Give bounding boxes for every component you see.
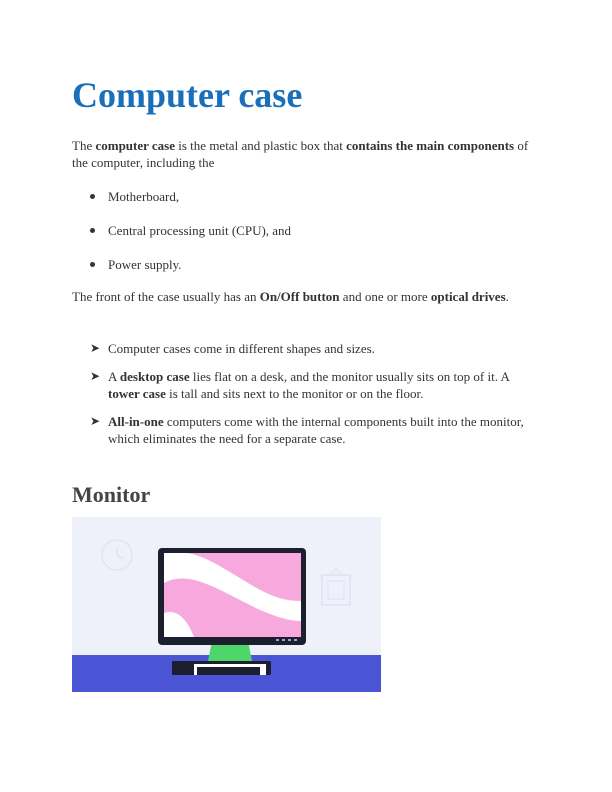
note-bold: tower case [108,386,166,401]
note-text: computers come with the internal components built into the monitor, which eliminates the need for a separate case. [108,414,524,446]
bullet-icon [90,228,95,233]
intro-text-1: The [72,138,96,153]
front-bold-2: optical drives [430,289,506,304]
front-text-2: and one or more [339,289,431,304]
bullet-icon [90,194,95,199]
list-item [72,256,542,273]
list-item-text: Motherboard, [108,189,180,204]
section-heading-monitor: Monitor [72,482,151,507]
bullet-icon [90,262,95,267]
intro-text-2: is the metal and plastic box that [175,138,347,153]
note-text: Computer cases come in different shapes and sizes. [108,341,375,356]
arrow-bullet-icon: ➤ [90,369,101,383]
notes-list [72,340,542,447]
list-item [72,222,542,239]
list-item [72,188,542,205]
list-item-text: Power supply. [108,257,182,272]
front-text-1: The front of the case usually has an [72,289,260,304]
list-item [72,340,542,357]
components-list [72,188,542,273]
note-text: A [108,369,120,384]
list-item [72,368,542,402]
arrow-bullet-icon: ➤ [90,414,101,428]
front-bold-1: On/Off button [259,289,340,304]
front-paragraph [72,288,542,305]
note-text: is tall and sits next to the monitor or on the floor. [165,386,424,401]
note-bold: All-in-one [108,414,164,429]
intro-bold-2: contains the main components [346,138,515,153]
list-item-text: Central processing unit (CPU), and [108,223,292,238]
intro-bold-1: computer case [95,138,176,153]
monitor-illustration [72,517,381,692]
list-item [72,413,542,447]
note-text: lies flat on a desk, and the monitor usually sits on top of it. A [189,369,510,384]
monitor [158,548,306,645]
intro-paragraph [72,137,542,171]
intro-text-3: of the computer, including the [72,138,529,170]
page-title: Computer case [72,75,303,115]
note-bold: desktop case [119,369,190,384]
front-text-3: . [505,289,509,304]
arrow-bullet-icon: ➤ [90,341,101,355]
